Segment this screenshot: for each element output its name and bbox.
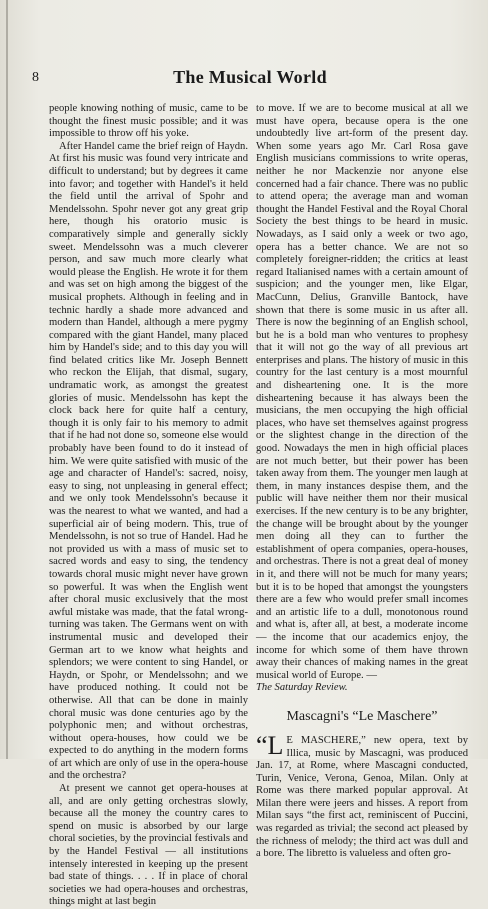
drop-cap: “L bbox=[256, 730, 284, 760]
page-number: 8 bbox=[32, 70, 39, 85]
article-heading: Mascagni's “Le Maschere” bbox=[286, 708, 438, 724]
paragraph: people knowing nothing of music, came to be thought the finest music possible; and it was impossible to throw off his yoke. bbox=[49, 103, 248, 140]
left-column bbox=[49, 103, 248, 909]
paragraph: to move. If we are to become musical at all we must have opera, because opera is the one undoubtedly live art-form of the present day. When some years ago Mr. Carl Rosa gave English musicians commissions to write operas, neither he nor Mackenzie nor anyone else concerned had a fair chance. There was no public to attend opera; the average man and woman thought the Handel Festival and the Royal Choral Society the best things to be heard in music. Nowadays, as I said only a week or two ago, opera has a better chance. We are not so completely foreigner-ridden; the critics at least regard Italianised names with a certain amount of suspicion; and the younger men, like Elgar, MacCunn, Delius, Granville Bantock, have shown that there is some music in us after all. There is now the beginning of an English school, but he is a bold man who ventures to prophesy that it will not go the way of all previous art enterprises and plans. The history of music in this country for the last century is a most mournful and disheartening one. It is the more disheartening because it has always been the musicians, the men occupying the high official places, who have set themselves against progress or the slightest change in the direction of the good. Nowadays the men in high official places are not much better, but their power has been taken away from them. The younger men laugh at them, in many instances despise them, and the public will have neither them nor their musical exercises. If the new century is to be any brighter, the change will be brought about by the younger men doing all they can to further the establishment of opera companies, opera-houses, and orchestras. There is not a great deal of money in it, and there will not be much for many years; but it is to be hoped that amongst the youngsters there are a few who would prefer small incomes and an artistic life to a dull, monotonous round and what is, after all, at best, a moderate income — the income that our academics enjoy, the income for which some of them have thrown away their chances of making names in the great musical world of Europe. — bbox=[256, 103, 468, 681]
running-title: The Musical World bbox=[173, 67, 327, 87]
article-body bbox=[256, 730, 468, 861]
paragraph: At present we cannot get opera-houses at all, and are only getting orchestras slowly, because all the money the country cares to spend on music is absorbed by our large choral societies, by the provincial festivals and by the Handel Festival — all institutions intensely interested in keeping up the present bad state of things. . . . If in place of choral societies we had opera-houses and orchestras, things might at last begin bbox=[49, 783, 248, 908]
page-header bbox=[32, 67, 468, 92]
source-attribution: The Saturday Review. bbox=[256, 682, 348, 694]
page-edge-shadow bbox=[6, 0, 8, 759]
right-column bbox=[256, 103, 468, 861]
paragraph: After Handel came the brief reign of Haydn. At first his music was found very intricate and difficult to understand; but by degrees it came into favor; and together with Handel's it held the field until the arrival of Spohr and Mendelssohn. Spohr never got any great grip here, though his oratorio music is comparatively simple and generally sickly sweet. Mendelssohn was a much cleverer person, and saw much more clearly what would please the English. He wrote it for them and was set on high among the biggest of the musical prophets. Although in feeling and in technic hardly a shade more advanced and modern than Handel, although a mere pygmy compared with the giant Handel, many placed him by Handel's side; and to this day you will find belated critics like Mr. Joseph Bennett who reckon the Elijah, that dismal, sugary, undramatic work, as amongst the greatest glories of music. Mendelssohn has kept the clock back here for quite half a century, though it is only fair to his memory to admit that if he had not done so, someone else would probably have been found to do it instead of him. We were quite satisfied with music of the age and character of Handel's: sacred, noisy, easy to sing, not unpleasing in general effect; and we only took Mendelssohn's because it was the nearest to what we wanted, and had a superficial air of being modern. This, true of Mendelssohn, is not so true of Handel. Had he not provided us with a mass of music set to sacred words and easy to sing, the tendency towards choral music might never have grown so powerful. It was when the English went after choral music exclusively that the most awful mistake was made, that the fatal wrong-turning was taken. The Germans went on with instrumental music and developed their German art to we know what heights and splendors; we were content to sing Handel, or Haydn, or Spohr, or Mendelssohn; and we have produced nothing. It could not be otherwise. All that can be done in mainly choral music was done centuries ago by the polyphonic men; and without orchestras, without opera-houses, how could we be expected to do anything in the modern forms of art which are only of use in the opera-house and the orchestra? bbox=[49, 140, 248, 782]
article-text: E MASCHERE,” new opera, text by Illica, music by Mascagni, was produced Jan. 17, at Rome, where Mascagni conducted, Turin, Venice, Verona, Genoa, Milan. Only at Rome was there marked popular approval. At Milan there were jeers and hisses. A report from Milan says “the first act, reminiscent of Puccini, was regarded as trivial; the second act pleased by the richness of melody; the third act was dull and a bore. The libretto is valueless and often gro- bbox=[256, 734, 468, 860]
